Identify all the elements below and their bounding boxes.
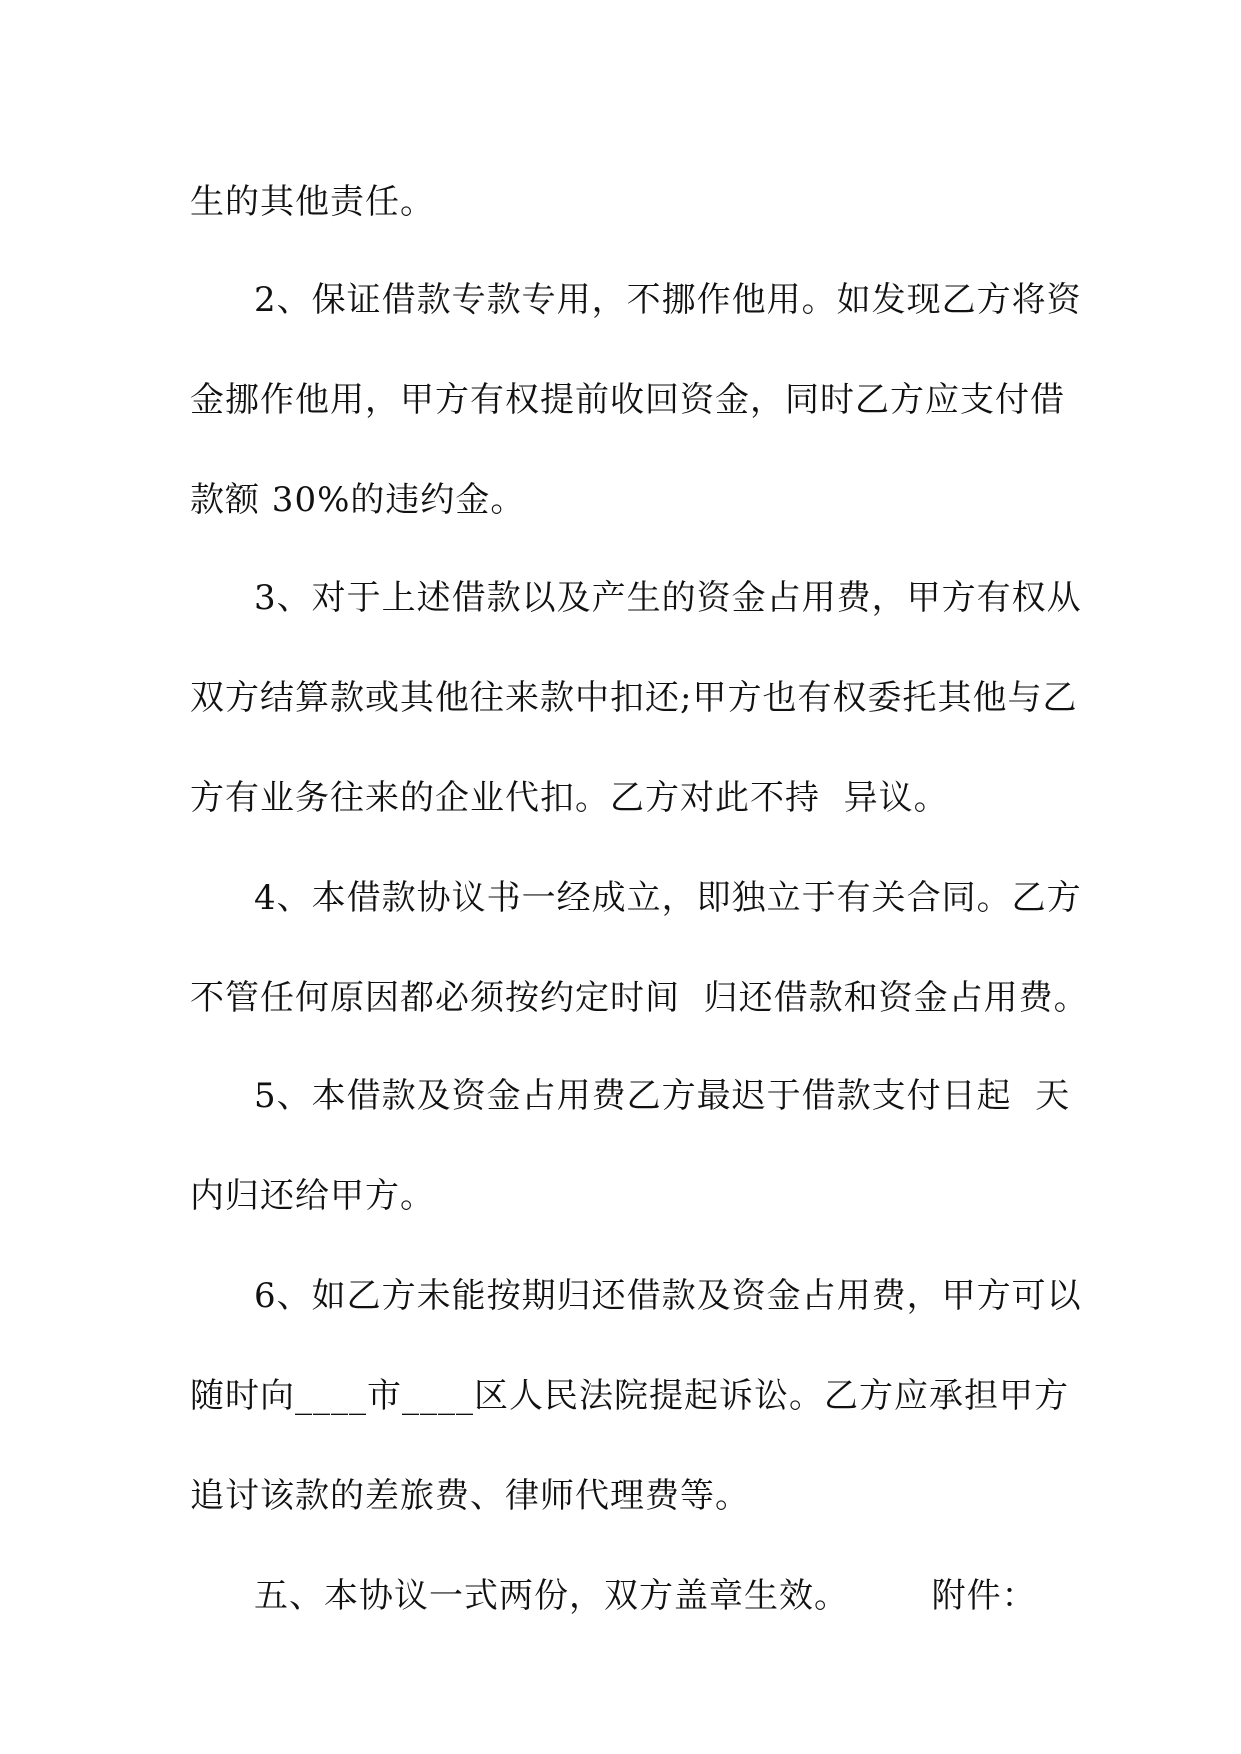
clause-2-line-2: 金挪作他用，甲方有权提前收回资金，同时乙方应支付借 — [190, 380, 1065, 420]
clause-3-line-1: 3、对于上述借款以及产生的资金占用费，甲方有权从 — [254, 578, 1082, 618]
clause-6-line-1: 6、如乙方未能按期归还借款及资金占用费，甲方可以 — [254, 1276, 1082, 1316]
clause-4-line-1: 4、本借款协议书一经成立，即独立于有关合同。乙方 — [254, 878, 1082, 918]
clause-6-line-3: 追讨该款的差旅费、律师代理费等。 — [190, 1476, 750, 1516]
clause-3-line-3: 方有业务往来的企业代扣。乙方对此不持 异议。 — [190, 778, 949, 818]
text-line: 生的其他责任。 — [190, 182, 435, 222]
clause-2-line-1: 2、保证借款专款专用，不挪作他用。如发现乙方将资 — [254, 280, 1082, 320]
section-5-line: 五、本协议一式两份，双方盖章生效。 附件： — [254, 1576, 1037, 1616]
clause-5-line-2: 内归还给甲方。 — [190, 1176, 435, 1216]
clause-4-line-2: 不管任何原因都必须按约定时间 归还借款和资金占用费。 — [190, 978, 1089, 1018]
clause-2-line-3: 款额 30%的违约金。 — [190, 480, 526, 520]
clause-3-line-2: 双方结算款或其他往来款中扣还;甲方也有权委托其他与乙 — [190, 678, 1078, 718]
clause-5-line-1: 5、本借款及资金占用费乙方最迟于借款支付日起 天 — [254, 1076, 1071, 1116]
clause-6-line-2: 随时向____市____区人民法院提起诉讼。乙方应承担甲方 — [190, 1376, 1069, 1416]
